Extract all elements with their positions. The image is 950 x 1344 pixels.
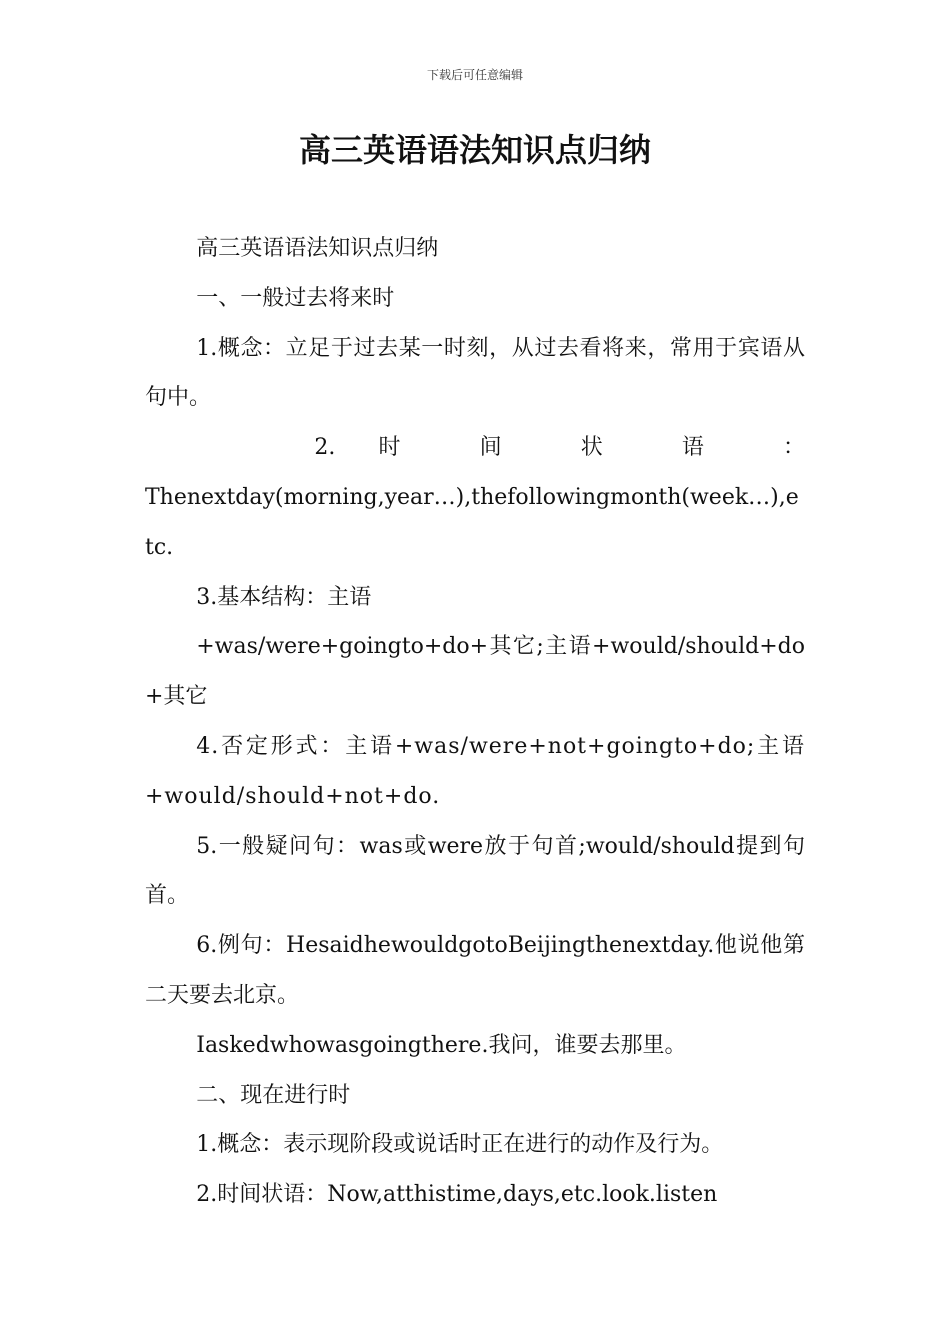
paragraph-progressive-time-adverbial: 2.时间状语：Now,atthistime,days,etc.look.listen <box>196 1182 718 1208</box>
page-header-note: 下载后可任意编辑 <box>426 68 523 82</box>
paragraph-basic-structure: 3.基本结构：主语 <box>196 584 372 610</box>
paragraph-structure-formula: +was/were+goingto+do+其它;主语+would/should+do+其它 <box>145 634 805 710</box>
paragraph-negative-form: 4.否定形式：主语+was/were+not+goingto+do;主语+would/should+not+do. <box>145 733 805 809</box>
document-title: 高三英语语法知识点归纳 <box>298 131 651 169</box>
paragraph-example-two: Iaskedwhowasgoingthere.我问，谁要去那里。 <box>196 1032 687 1058</box>
paragraph-concept: 1.概念：立足于过去某一时刻，从过去看将来，常用于宾语从句中。 <box>145 335 805 411</box>
section-heading-present-progressive: 二、现在进行时 <box>196 1082 351 1108</box>
paragraph-time-adverbial-label: 2. 时 间 状 语 ： <box>314 435 805 461</box>
paragraph-subtitle: 高三英语语法知识点归纳 <box>196 236 439 261</box>
document-body <box>145 224 805 1220</box>
section-heading-past-future: 一、一般过去将来时 <box>196 285 395 311</box>
paragraph-progressive-concept: 1.概念：表示现阶段或说话时正在进行的动作及行为。 <box>196 1132 724 1158</box>
paragraph-time-adverbial-examples: Thenextday(morning,year…),thefollowingmonth(week…),etc. <box>145 484 799 560</box>
paragraph-question-form: 5.一般疑问句：was或were放于句首;would/should提到句首。 <box>145 833 805 909</box>
paragraph-example-one: 6.例句：HesaidhewouldgotoBeijingthenextday.他说他第二天要去北京。 <box>145 933 805 1008</box>
